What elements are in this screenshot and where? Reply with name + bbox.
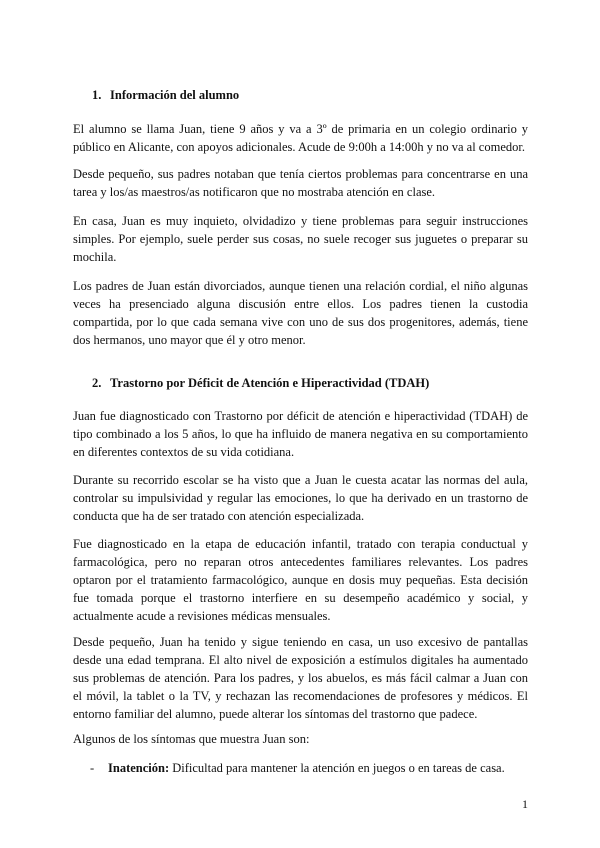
bullet-text: Dificultad para mantener la atención en juegos o en tareas de casa. — [169, 761, 505, 775]
list-item — [90, 759, 505, 777]
paragraph: Durante su recorrido escolar se ha visto que a Juan le cuesta acatar las normas del aula, controlar su impulsividad y regular las emociones, lo que ha derivado en un trastorno de conducta que ha de ser tratado con atención especializada. — [73, 473, 528, 523]
paragraph: Fue diagnosticado en la etapa de educación infantil, tratado con terapia conductual y farmacológica, pero no reparan otros antecedentes familiares relevantes. Los padres optaron por el tratamiento farmacológico, aunque en dosis muy pequeñas. Esta decisión fue tomada porque el trastorno interfiere en su desempeño académico y social, y actualmente acude a revisiones médicas mensuales. — [73, 537, 528, 623]
section-heading-1 — [92, 88, 239, 103]
page-number: 1 — [522, 797, 528, 811]
paragraph: Juan fue diagnosticado con Trastorno por déficit de atención e hiperactividad (TDAH) de tipo combinado a los 5 años, lo que ha influido de manera negativa en su comportamiento en diferentes contextos de su vida cotidiana. — [73, 409, 528, 459]
section-number-2: 2. — [92, 376, 102, 390]
bullet-dash: - — [90, 761, 95, 775]
paragraph: Desde pequeño, sus padres notaban que tenía ciertos problemas para concentrarse en una tarea y los/as maestros/as notificaron que no mostraba atención en clase. — [73, 167, 528, 199]
bullet-term: Inatención: — [108, 761, 170, 775]
paragraph: Los padres de Juan están divorciados, aunque tienen una relación cordial, el niño algunas veces ha presenciado alguna discusión entre ellos. Los padres tienen la custodia compartida, por lo que cada semana vive con uno de sus dos progenitores, además, tiene dos hermanos, uno mayor que él y otro menor. — [73, 279, 528, 347]
paragraph: El alumno se llama Juan, tiene 9 años y va a 3º de primaria en un colegio ordinario y público en Alicante, con apoyos adicionales. Acude de 9:00h a 14:00h y no va al comedor. — [73, 122, 528, 154]
paragraph: Algunos de los síntomas que muestra Juan son: — [73, 732, 310, 746]
section-title-1: Información del alumno — [110, 88, 240, 102]
paragraph: En casa, Juan es muy inquieto, olvidadizo y tiene problemas para seguir instrucciones simples. Por ejemplo, suele perder sus cosas, no suele recoger sus juguetes o preparar su mochila. — [73, 214, 528, 264]
paragraph: Desde pequeño, Juan ha tenido y sigue teniendo en casa, un uso excesivo de pantallas desde una edad temprana. El alto nivel de exposición a estímulos digitales ha aumentado sus problemas de atención. Para los padres, y los abuelos, es más fácil calmar a Juan con el móvil, la tablet o la TV, y rechazan las recomendaciones de profesores y médicos. El entorno familiar del alumno, puede alterar los síntomas del trastorno que padece. — [73, 635, 528, 721]
section-heading-2 — [92, 376, 429, 391]
section-number-1: 1. — [92, 88, 102, 102]
section-title-2: Trastorno por Déficit de Atención e Hiperactividad (TDAH) — [110, 376, 430, 390]
